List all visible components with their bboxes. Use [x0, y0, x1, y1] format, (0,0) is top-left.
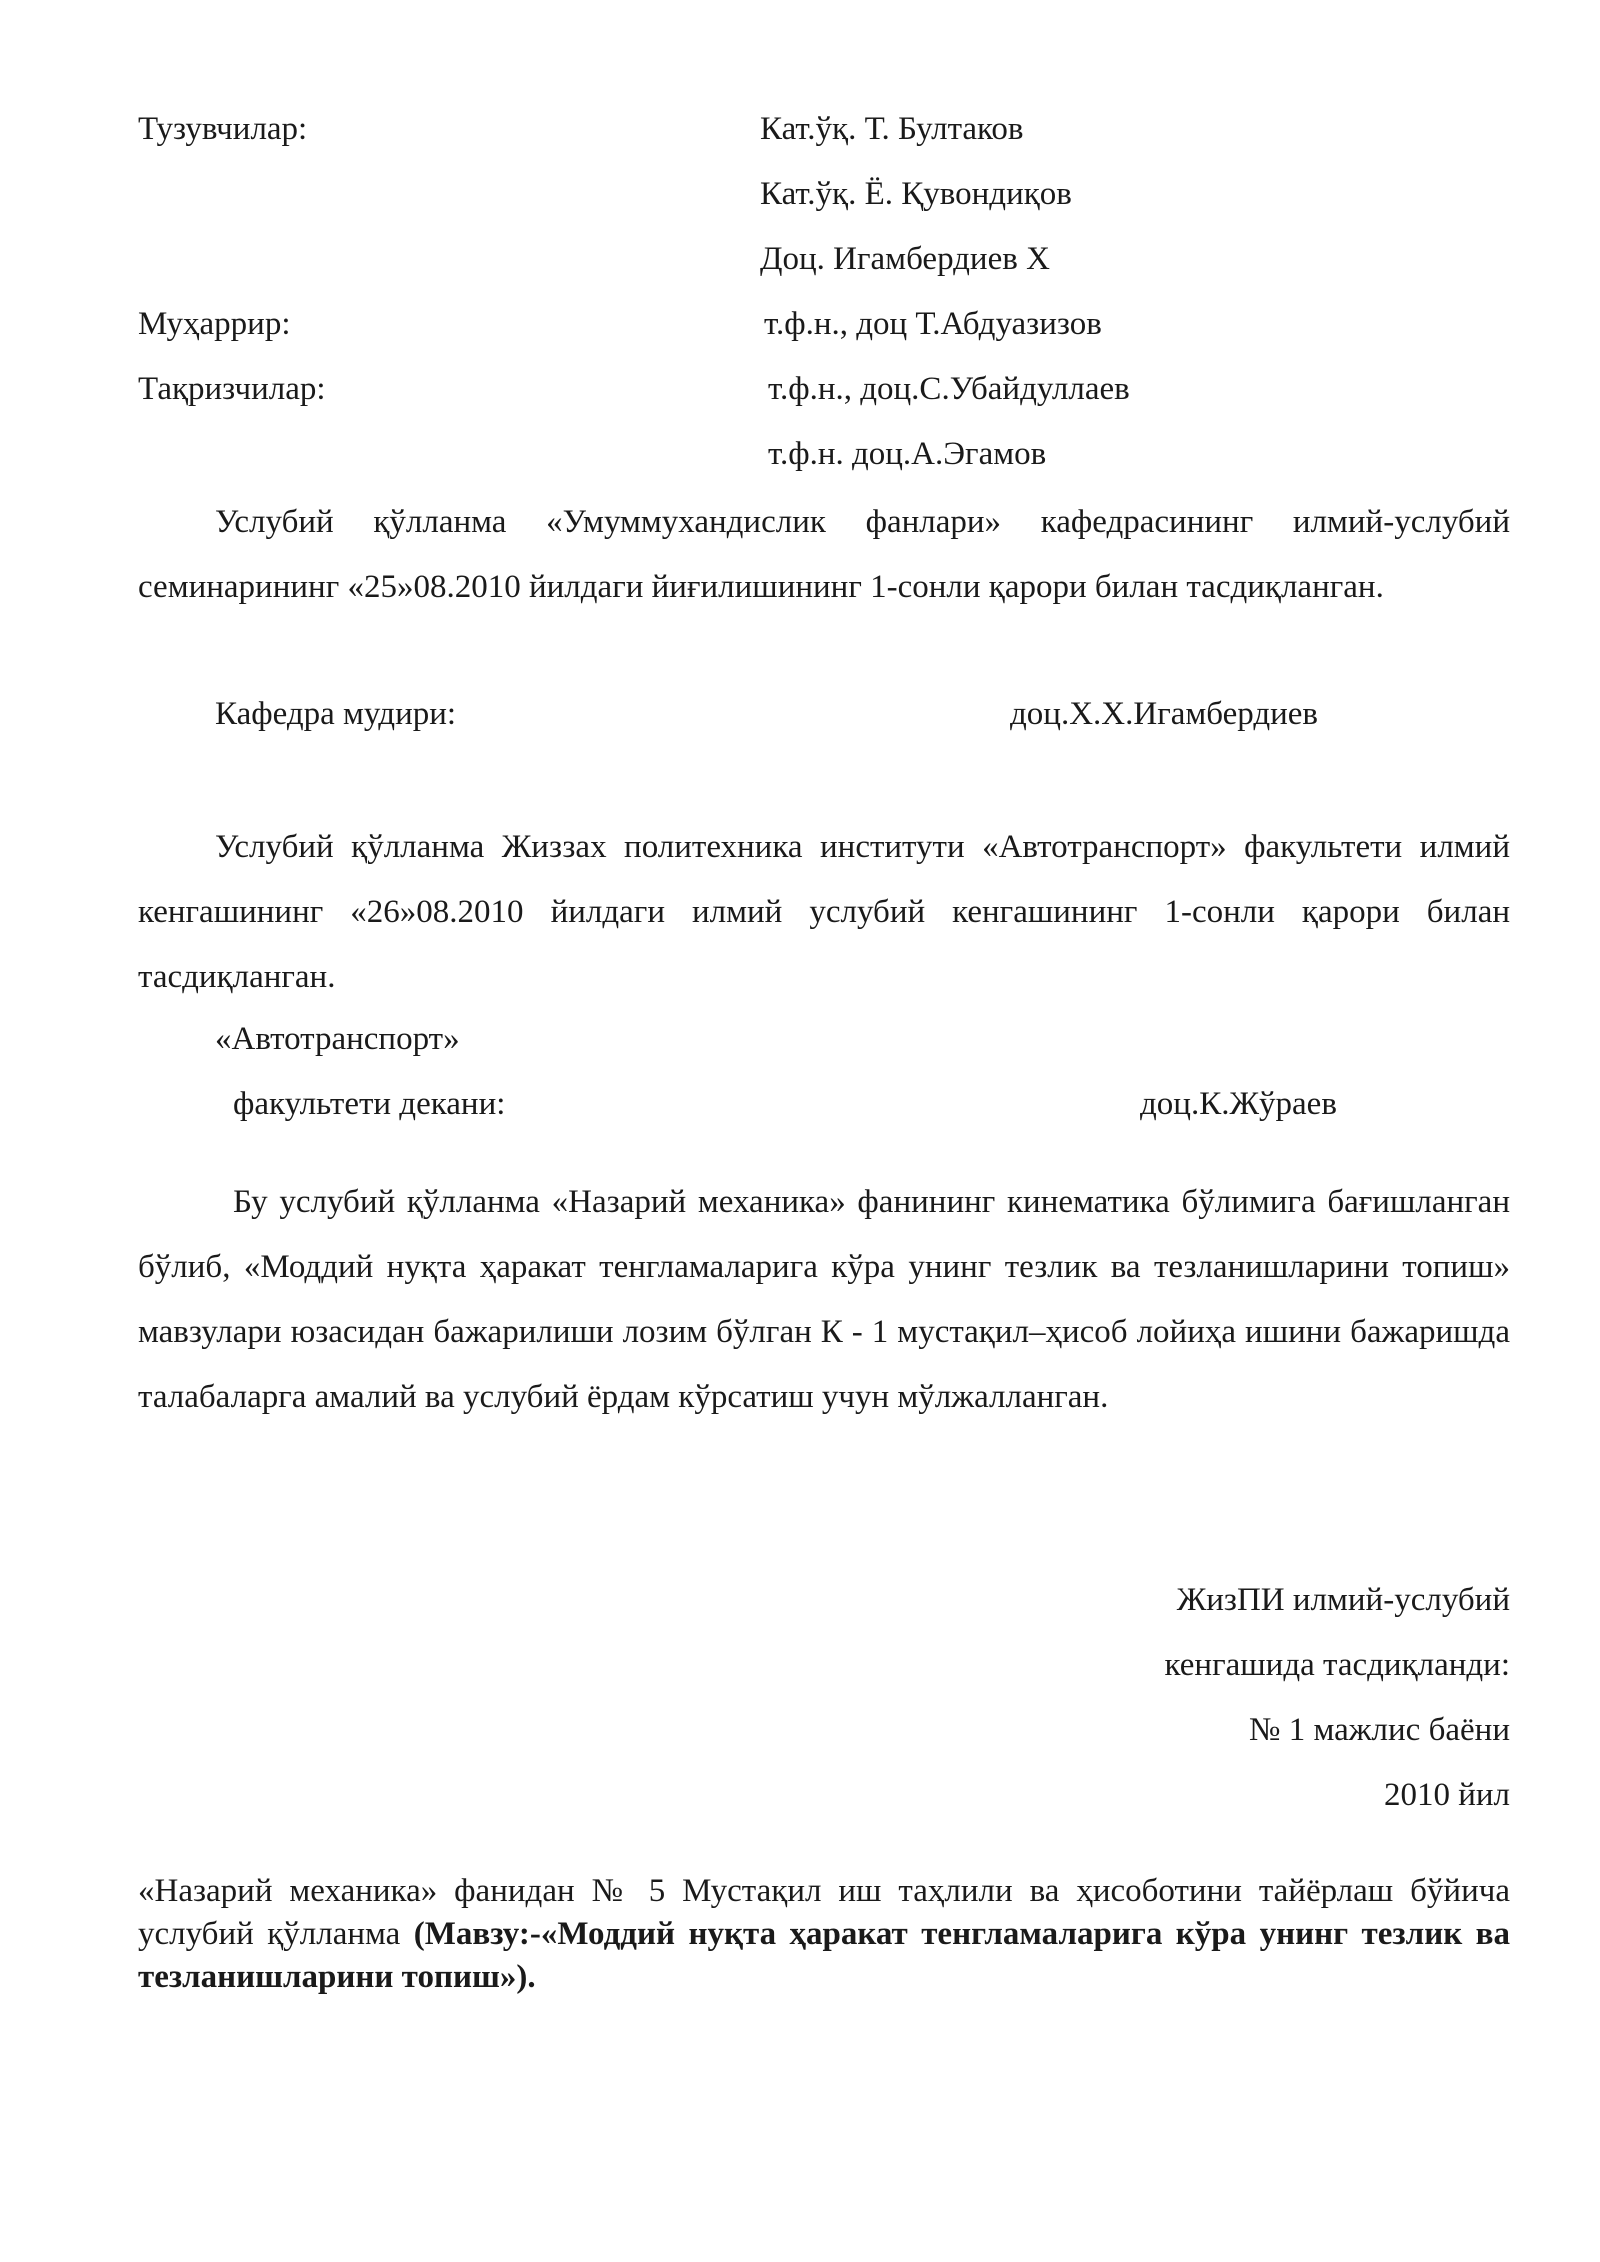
reviewers-label: Тақризчилар:: [138, 371, 326, 407]
department-head-name: доц.Х.Х.Игамбердиев: [1010, 696, 1319, 732]
council-line-3: № 1 мажлис баёни: [1248, 1712, 1510, 1748]
council-line-2: кенгашида тасдиқланди:: [1164, 1647, 1510, 1683]
reviewer-name-1: т.ф.н., доц.С.Убайдуллаев: [768, 371, 1130, 407]
editor-label: Муҳаррир:: [138, 306, 291, 342]
manual-title-plain: «Назарий механика» фанидан № 5 Мустақил иш таҳлили ва ҳисоботини тайёрлаш бўйича услубий қўлланма: [138, 1873, 1510, 1952]
council-line-4: 2010 йил: [1383, 1777, 1510, 1813]
compiler-name-3: Доц. Игамбердиев Х: [760, 241, 1050, 277]
dean-name: доц.К.Жўраев: [1140, 1086, 1337, 1122]
department-approval-text: Услубий қўлланма «Умуммухандислик фанлари» кафедрасининг илмий-услубий семинарининг «25»08.2010 йилдаги йиғилишининг 1-сонли қарори билан тасдиқланган.: [138, 504, 1510, 605]
council-approval-block: [1165, 1568, 1510, 1828]
council-line-1: ЖизПИ илмий-услубий: [1176, 1582, 1510, 1618]
compilers-label: Тузувчилар:: [138, 111, 308, 147]
compiler-name-2: Кат.ўқ. Ё. Қувондиқов: [760, 176, 1072, 212]
manual-title: [138, 1870, 1510, 1999]
description-paragraph: Бу услубий қўлланма «Назарий механика» фанининг кинематика бўлимига бағишланган бўлиб, «Моддий нуқта ҳаракат тенгламаларига кўра унинг тезлик ва тезланишларини топиш» мавзулари юзасидан бажарилиши лозим бўлган К - 1 мустақил–ҳисоб лойиҳа ишини бажаришда талабаларга амалий ва услубий ёрдам кўрсатиш учун мўлжалланган.: [138, 1184, 1510, 1415]
manual-title-topic: (Мавзу:-«Моддий нуқта ҳаракат тенгламаларига кўра унинг тезлик ва тезланишларини топиш»).: [138, 1916, 1510, 1995]
faculty-approval-text: Услубий қўлланма Жиззах политехника институти «Автотранспорт» факультети илмий кенгашининг «26»08.2010 йилдаги илмий услубий кенгашининг 1-сонли қарори билан тасдиқланган.: [138, 829, 1510, 995]
editor-name: т.ф.н., доц Т.Абдуазизов: [764, 306, 1102, 342]
reviewer-name-2: т.ф.н. доц.А.Эгамов: [768, 436, 1047, 472]
faculty-name-line: «Автотранспорт»: [215, 1021, 460, 1057]
department-head-label: Кафедра мудири:: [215, 696, 457, 732]
dean-label: факультети декани:: [233, 1086, 506, 1122]
compiler-name-1: Кат.ўқ. Т. Бултаков: [760, 111, 1024, 147]
